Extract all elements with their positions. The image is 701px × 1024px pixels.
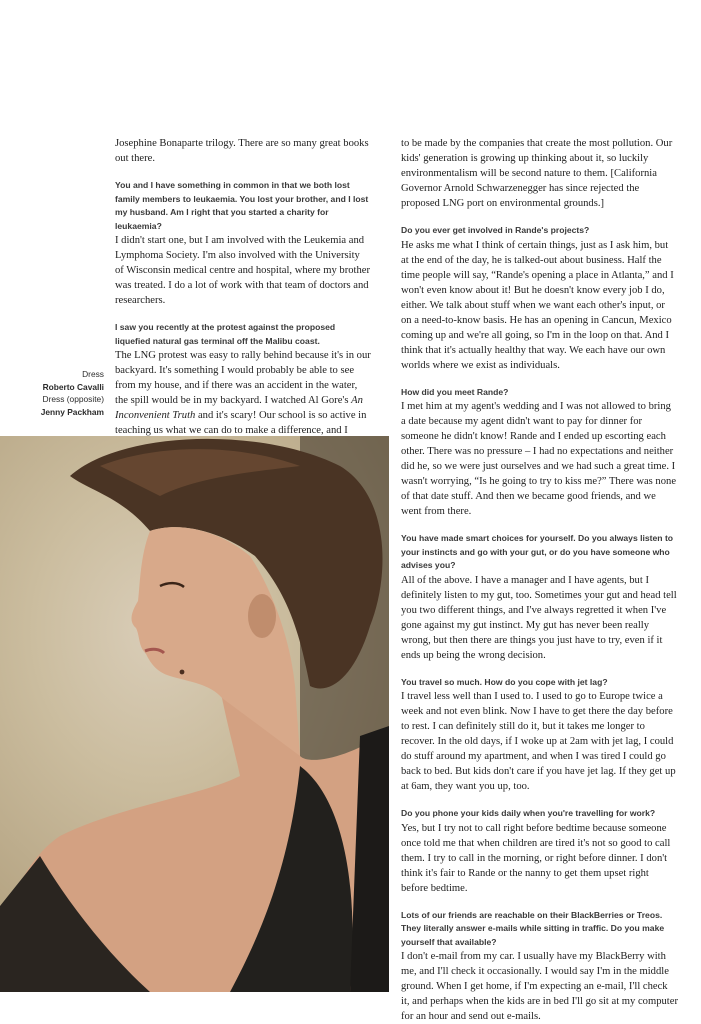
answer-paragraph: Josephine Bonaparte trilogy. There are so many great books out there. (115, 138, 369, 164)
interview-question: How did you meet Rande? (401, 386, 509, 397)
answer-text: The LNG protest was easy to rally behind because it's in our backyard. It's something I would probably be able to see from my house, and if there was an accident in the water, the spill would be in my backyard. I watched Al Gore's (115, 350, 371, 406)
answer-paragraph: I met him at my agent's wedding and I was not allowed to bring a date because my agent didn't want to pay for dinner for someone he didn't know! Rande and I ended up escorting each other. There was no pressure – I had no expectations and neither did he, so we were just ourselves and we had such a great time. I wasn't worrying, “Is he going to try to kiss me?” There was none of that date stuff. And then we became good friends, and we went from there. (401, 401, 677, 517)
interview-question: You travel so much. How do you cope with jet lag? (401, 676, 608, 687)
answer-paragraph: All of the above. I have a manager and I have agents, but I definitely listen to my gut, too. Sometimes your gut and head tell you two different things, and I've always regretted it when I've gone against my gut instinct. My gut has never been really wrong, but then there are things you just have to try, even if it ends up being the wrong decision. (401, 574, 677, 661)
interview-question: I saw you recently at the protest against the proposed liquefied natural gas terminal off the Malibu coast. (115, 322, 336, 346)
answer-text: and it's scary! Our school is so active in teaching us what we can do to make a difference, and I (115, 410, 367, 436)
portrait-illustration (0, 436, 389, 992)
answer-paragraph: I travel less well than I used to. I used to go to Europe twice a week and not even blink. Now I have to get there the day before to rest. I can definitely still do it, but it takes me longer to recover. In the old days, if I woke up at 2am with jet lag, I could do stuff around my apartment, and when I was tired I could go back to bed. But kids don't care if you have jet lag. If they get up at 6am, they want you up, too. (401, 691, 676, 792)
fashion-credits (0, 368, 104, 418)
portrait-photo (0, 436, 389, 992)
interview-question: You and I have something in common in that we both lost family members to leukaemia. You lost your brother, and I lost my husband. Am I right that you started a charity for leukaemia? (115, 180, 369, 231)
credit-label: Dress (82, 369, 104, 379)
answer-paragraph: to be made by the companies that create the most pollution. Our kids' generation is growing up thinking about it, so luckily environmentalism will be second nature to them. [California Governor Arnold Schwarzenegger has since rejected the proposed LNG port on environmental grounds.] (401, 138, 673, 209)
answer-paragraph: I didn't start one, but I am involved with the Leukemia and Lymphoma Society. I'm also involved with the University of Wisconsin medical centre and hospital, where my brother was treated. I do a lot of work with that team of doctors and researchers. (115, 235, 371, 306)
answer-paragraph: Yes, but I try not to call right before bedtime because someone once told me that when children are tired it's not so good to call them. I try to call in the morning, or right before dinner. I don't think it's fair to Rande or the nanny to get them upset right before bedtime. (401, 822, 671, 894)
answer-paragraph: I don't e-mail from my car. I usually have my BlackBerry with me, and I'll check it occasionally. I would say I'm in the middle ground. When I get home, if I'm expecting an e-mail, I'll check it, and perhaps when the kids are in bed I'll go sit at my computer for an hour and send out e-mails. (401, 951, 678, 1022)
film-title: An Inconvenient Truth (115, 395, 363, 421)
answer-paragraph: He asks me what I think of certain things, just as I ask him, but at the end of the day, he is talked-out about business. Half the time people will say, “Rande's opening a place in Atlanta,” and I won't even know about it! But he doesn't know every job I do, either. We talk about stuff when we want each other's input, or on a need-to-know basis. He has an opening in Cancun, Mexico coming up and we're all going, so I'm in the loop on that. And I think that it's actually healthy that way. We each have our own worlds where we exist as individuals. (401, 239, 674, 371)
mole (180, 670, 185, 675)
right-text-column (401, 136, 678, 1024)
interview-question: Do you ever get involved in Rande's projects? (401, 225, 590, 235)
interview-question: Do you phone your kids daily when you're travelling for work? (401, 808, 656, 818)
ear (248, 594, 276, 638)
credit-label: Dress (opposite) (42, 394, 104, 404)
credit-designer: Roberto Cavalli (42, 381, 104, 392)
interview-question: You have made smart choices for yourself. Do you always listen to your instincts and go with your gut, or do you have someone who advises you? (401, 533, 674, 570)
left-text-column (115, 136, 371, 468)
credit-designer: Jenny Packham (40, 406, 104, 417)
interview-question: Lots of our friends are reachable on their BlackBerries or Treos. They literally answer e-mails while sitting in traffic. Do you make yourself that available? (401, 909, 665, 947)
